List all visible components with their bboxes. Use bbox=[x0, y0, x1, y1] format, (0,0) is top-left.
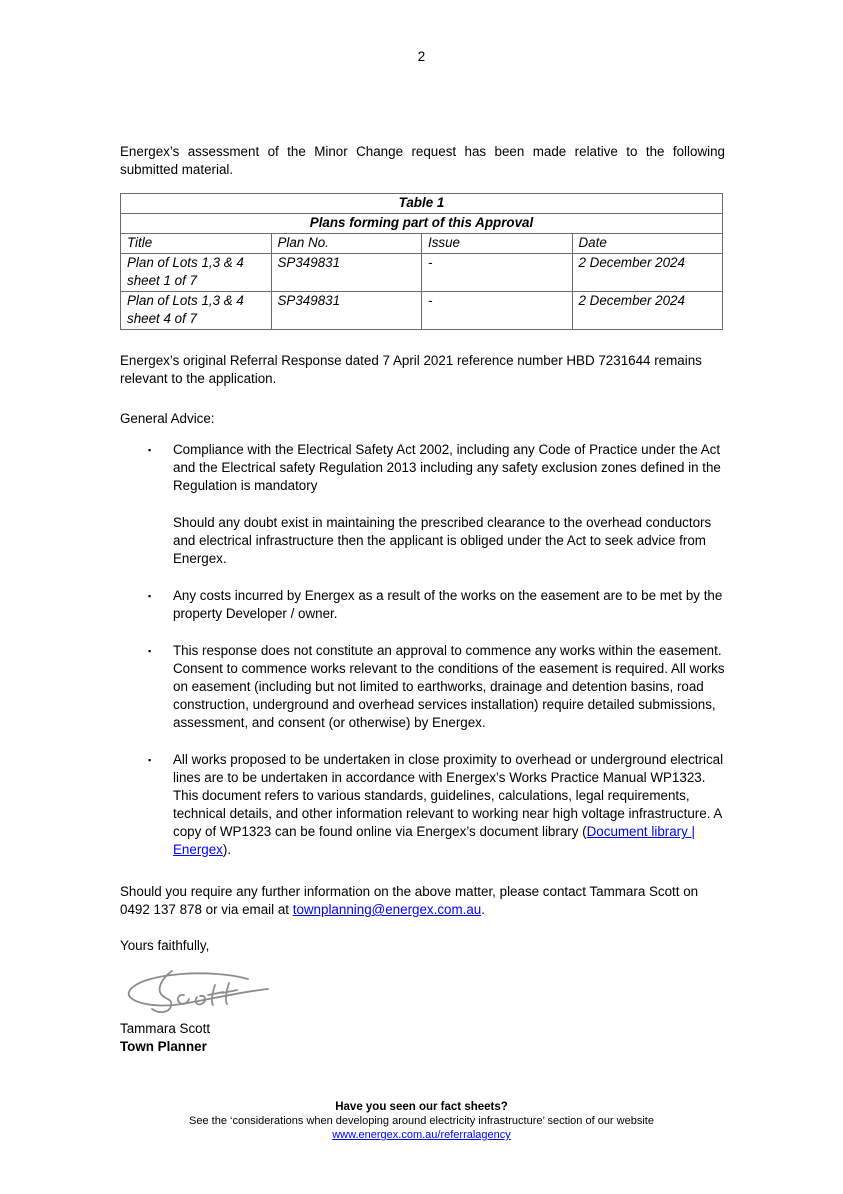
cell-issue: - bbox=[422, 292, 573, 330]
document-body bbox=[120, 143, 725, 1056]
column-header-plan-no: Plan No. bbox=[271, 234, 422, 254]
table-subtitle: Plans forming part of this Approval bbox=[121, 214, 723, 234]
plans-table bbox=[120, 193, 723, 330]
contact-text-after-link: . bbox=[481, 902, 485, 917]
table-title: Table 1 bbox=[121, 194, 723, 214]
townplanning-email-link[interactable]: townplanning@energex.com.au bbox=[292, 902, 482, 917]
column-header-date: Date bbox=[572, 234, 723, 254]
advice-bullet-compliance bbox=[120, 441, 725, 495]
bullet-square-icon: ▪ bbox=[148, 591, 152, 601]
table-row bbox=[121, 292, 723, 330]
footer-heading: Have you seen our fact sheets? bbox=[335, 1101, 508, 1113]
cell-issue: - bbox=[422, 254, 573, 292]
intro-paragraph: Energex’s assessment of the Minor Change request has been made relative to the following submitted material. bbox=[120, 144, 725, 177]
document-library-link[interactable]: Document library | Energex bbox=[173, 824, 696, 857]
page-footer bbox=[0, 1100, 843, 1142]
contact-paragraph bbox=[120, 883, 725, 919]
column-header-issue: Issue bbox=[422, 234, 573, 254]
signature-image bbox=[116, 964, 276, 1018]
signatory-name: Tammara Scott bbox=[120, 1021, 211, 1036]
cell-date: 2 December 2024 bbox=[572, 254, 723, 292]
valediction: Yours faithfully, bbox=[120, 938, 210, 953]
bullet-square-icon: ▪ bbox=[148, 755, 152, 765]
bullet-text bbox=[173, 751, 725, 859]
bullet-text-before-link: All works proposed to be undertaken in close proximity to overhead or underground electrical lines are to be undertaken in accordance with Energex’s Works Practice Manual WP1323. This document refers to various standards, guidelines, calculations, legal requirements, technical details, and other information relevant to working near high voltage infrastructure. A copy of WP1323 can be found online via Energex’s document library ( bbox=[173, 752, 724, 839]
bullet-text: This response does not constitute an approval to commence any works within the easement. Consent to commence works relevant to the conditions of the easement is required. All works on easement (including but not limited to earthworks, drainage and detention basins, road construction, underground and overhead services installation) require detailed submissions, assessment, and consent (or otherwise) by Energex. bbox=[173, 643, 725, 730]
advice-bullet-compliance-continuation: Should any doubt exist in maintaining the prescribed clearance to the overhead conductors and electrical infrastructure then the applicant is obliged under the Act to seek advice from Energex. bbox=[173, 515, 712, 566]
cell-plan-no: SP349831 bbox=[271, 292, 422, 330]
signatory-title: Town Planner bbox=[120, 1039, 207, 1054]
column-header-title: Title bbox=[121, 234, 272, 254]
table-row bbox=[121, 254, 723, 292]
table-subtitle-row bbox=[121, 214, 723, 234]
referral-agency-link[interactable]: www.energex.com.au/referralagency bbox=[332, 1129, 511, 1141]
contact-text-before-link: Should you require any further information on the above matter, please contact Tammara Scott on 0492 137 878 or via email at bbox=[120, 884, 699, 917]
bullet-square-icon: ▪ bbox=[148, 646, 152, 656]
page-number: 2 bbox=[417, 49, 426, 64]
bullet-square-icon: ▪ bbox=[148, 445, 152, 455]
bullet-text: Any costs incurred by Energex as a result of the works on the easement are to be met by the property Developer / owner. bbox=[173, 588, 723, 621]
bullet-text-after-link: ). bbox=[222, 842, 232, 857]
bullet-text: Compliance with the Electrical Safety Act 2002, including any Code of Practice under the Act and the Electrical safety Regulation 2013 including any safety exclusion zones defined in the Regulation is mandatory bbox=[173, 442, 721, 493]
advice-bullet-costs bbox=[120, 587, 725, 623]
table-title-row bbox=[121, 194, 723, 214]
referral-paragraph: Energex’s original Referral Response dated 7 April 2021 reference number HBD 7231644 remains relevant to the application. bbox=[120, 353, 702, 386]
table-header-row bbox=[121, 234, 723, 254]
advice-bullet-works-practice bbox=[120, 751, 725, 859]
advice-bullet-no-approval bbox=[120, 642, 725, 732]
general-advice-label: General Advice: bbox=[120, 411, 215, 426]
footer-text: See the ‘considerations when developing around electricity infrastructure’ section of our website bbox=[189, 1115, 654, 1127]
cell-title: Plan of Lots 1,3 & 4 sheet 1 of 7 bbox=[121, 254, 272, 292]
cell-title: Plan of Lots 1,3 & 4 sheet 4 of 7 bbox=[121, 292, 272, 330]
cell-plan-no: SP349831 bbox=[271, 254, 422, 292]
cell-date: 2 December 2024 bbox=[572, 292, 723, 330]
